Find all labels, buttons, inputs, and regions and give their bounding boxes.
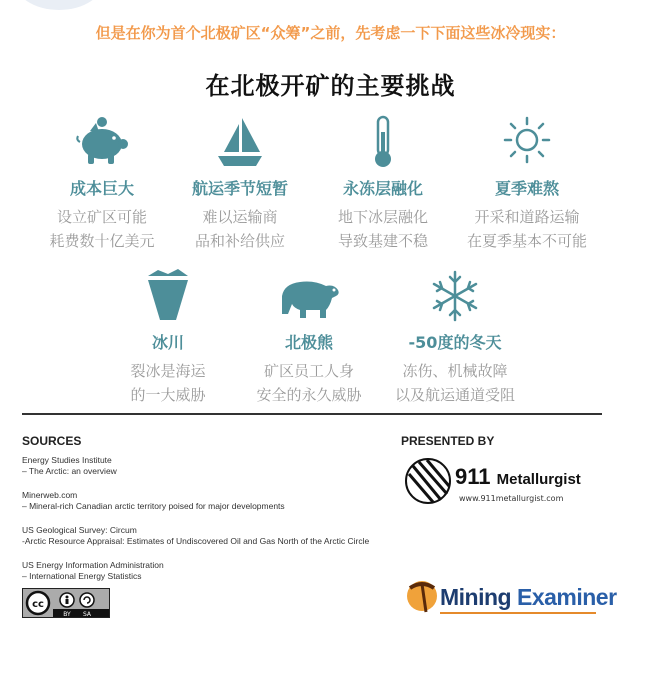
challenge-title: 永冻层融化: [342, 179, 423, 198]
challenge-shipping: [165, 114, 315, 253]
mining-examiner-logo: [404, 578, 617, 622]
challenge-desc: 矿区员工人身 安全的永久威胁: [256, 362, 362, 404]
piggy-bank-icon: [72, 114, 132, 170]
challenge-title: 冰川: [151, 333, 184, 352]
challenge-icebergs: [93, 268, 243, 407]
presented-by-label: PRESENTED BY: [401, 434, 495, 448]
challenge-cost: [27, 114, 177, 253]
sun-icon: [497, 114, 557, 170]
watermark-logo: [14, 0, 104, 10]
mining-examiner-underline: [440, 612, 596, 614]
challenge-title: 航运季节短暂: [191, 179, 288, 198]
challenge-title: 北极熊: [284, 333, 333, 352]
challenge-title: 成本巨大: [69, 179, 134, 198]
source-item: US Energy Information Administration – International Energy Statistics: [22, 560, 164, 581]
challenge-desc: 开采和道路运输 在夏季基本不可能: [466, 208, 587, 250]
challenge-summer: [452, 114, 602, 253]
sources-heading: SOURCES: [22, 434, 82, 448]
source-item: US Geological Survey: Circum -Arctic Resource Appraisal: Estimates of Undiscovered Oil and Gas North of the Arctic Circle: [22, 525, 370, 546]
polar-bear-icon: [274, 268, 344, 324]
challenge-polar-bears: [234, 268, 384, 407]
sources-section: [22, 434, 402, 595]
metallurgist-logo: [401, 452, 601, 512]
iceberg-icon: [138, 268, 198, 324]
metallurgist-sphere-icon: [403, 456, 453, 506]
cc-license-badge: [22, 588, 110, 618]
cc-by-label: BY: [63, 611, 71, 617]
page-title: 在北极开矿的主要挑战: [205, 72, 456, 100]
thermometer-icon: [353, 114, 413, 170]
cc-sa-label: SA: [82, 611, 92, 617]
source-item: Minerweb.com – Mineral-rich Canadian arctic territory poised for major developments: [22, 490, 285, 511]
divider: [22, 413, 602, 415]
cc-icon: cc: [32, 599, 44, 610]
sailboat-icon: [210, 114, 270, 170]
challenge-desc: 设立矿区可能 耗费数十亿美元: [49, 208, 155, 250]
challenge-desc: 地下冰层融化 导致基建不稳: [337, 208, 428, 250]
source-item: Energy Studies Institute – The Arctic: an overview: [22, 455, 117, 476]
metallurgist-name: 911 Metallurgist: [455, 464, 581, 489]
metallurgist-url: www.911metallurgist.com: [459, 494, 564, 503]
pickaxe-icon: [404, 578, 440, 618]
challenge-desc: 冻伤、机械故障 以及航运通道受阻: [394, 362, 515, 404]
challenge-winter: [380, 268, 530, 407]
intro-text: 但是在你为首个北极矿区“众筹”之前，先考虑一下下面这些冰冷现实：: [95, 24, 566, 42]
challenge-desc: 裂冰是海运 的一大威胁: [130, 362, 206, 404]
snowflake-icon: [425, 268, 485, 324]
challenge-permafrost: [308, 114, 458, 253]
challenge-desc: 难以运输商 品和补给供应: [194, 208, 285, 250]
challenge-title: 夏季难熬: [494, 179, 559, 198]
mining-examiner-name: Mining Examiner: [440, 584, 617, 610]
challenge-title: -50度的冬天: [408, 333, 502, 352]
